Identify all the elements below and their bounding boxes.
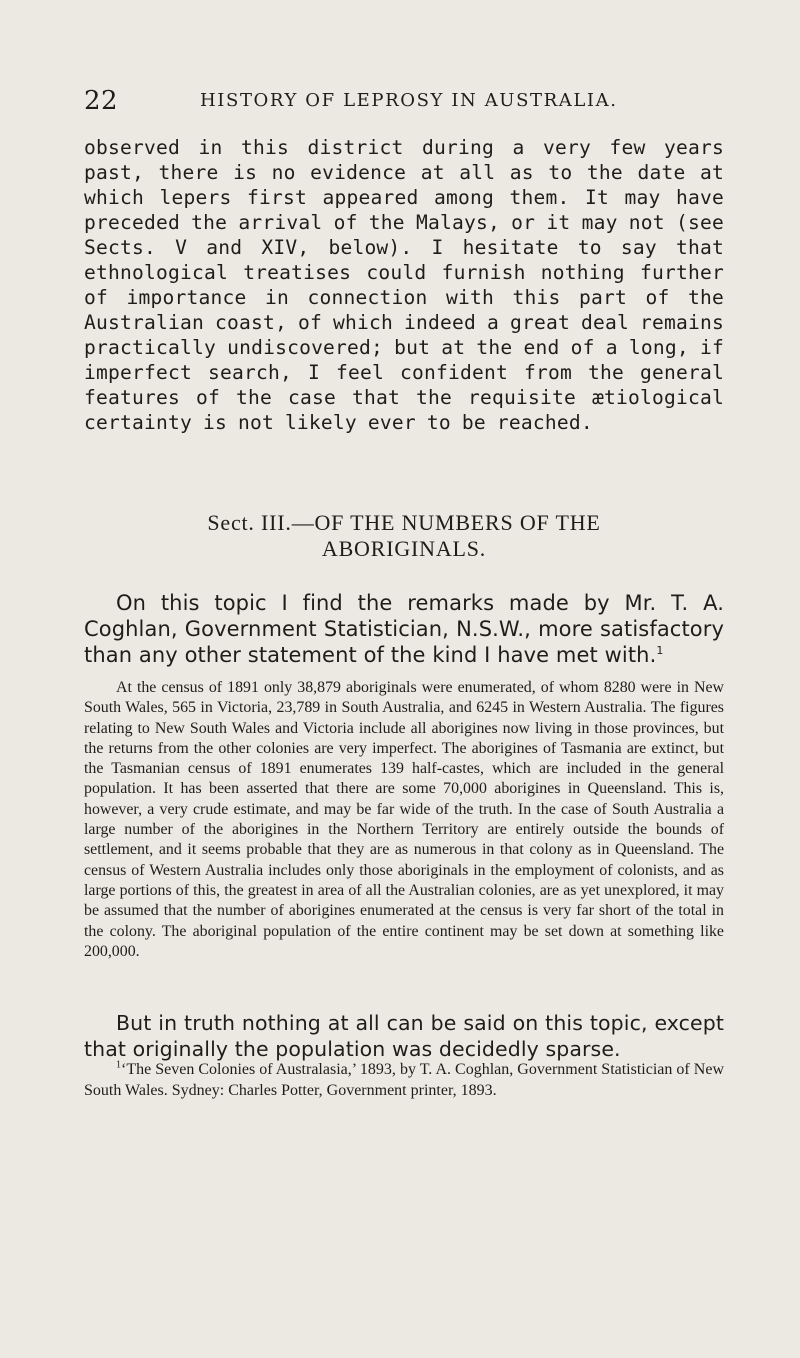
footnote-mark: 1 — [116, 1059, 121, 1071]
running-head — [84, 86, 724, 116]
section-heading-line-1: Sect. III.—OF THE NUMBERS OF THE — [207, 510, 601, 535]
body-paragraph-1: observed in this district during a very few years past, there is no evidence at all as to the date at which lepers first appeared among them. It may have preceded the arrival of the Malays, or it may not (see Sects. V and XIV, below). I hesitate to say that ethnological treatises could furnish nothing further of importance in connection with this part of the Australian coast, of which indeed a great deal remains practically undiscovered; but at the end of a long, if imperfect search, I feel confident from the general features of the case that the requisite ætiological certainty is not likely ever to be reached. — [84, 136, 724, 434]
running-title: HISTORY OF LEPROSY IN AUSTRALIA. — [200, 90, 618, 111]
footnote-reference: 1 — [656, 644, 664, 657]
body-paragraph-2 — [84, 590, 724, 668]
footnote — [84, 1060, 724, 1101]
section-heading — [84, 510, 724, 562]
body-paragraph-3: But in truth nothing at all can be said on this topic, except that originally the population was decidedly sparse. — [84, 1011, 724, 1061]
quoted-census-paragraph: At the census of 1891 only 38,879 aboriginals were enumerated, of whom 8280 were in New South Wales, 565 in Victoria, 23,789 in South Australia, and 6245 in Western Australia. The figures relating to New South Wales and Victoria include all aborigines now living in those provinces, but the returns from the other colonies are very imperfect. The aborigines of Tasmania are extinct, but the Tasmanian census of 1891 enumerates 139 half-castes, which are included in the general population. It has been asserted that there are some 70,000 aborigines in Queensland. This is, however, a very crude estimate, and may be far wide of the truth. In the case of South Australia a large number of the aborigines in the Northern Territory are entirely outside the bounds of settlement, and it seems probable that they are as numerous in that colony as in Queensland. The census of Western Australia includes only those aboriginals in the employment of colonists, and as large portions of this, the greatest in area of all the Australian colonies, are as yet unexplored, it may be assumed that the number of aborigines enumerated at the census is very far short of the total in the colony. The aboriginal population of the entire continent may be set down at something like 200,000. — [84, 679, 724, 960]
section-heading-line-2: ABORIGINALS. — [321, 536, 487, 561]
page-number: 22 — [84, 86, 119, 116]
footnote-text: ‘The Seven Colonies of Australasia,’ 1893, by T. A. Coghlan, Government Statistician of New South Wales. Sydney: Charles Potter, Government printer, 1893. — [84, 1061, 724, 1099]
body-paragraph-2-text: On this topic I find the remarks made by Mr. T. A. Coghlan, Government Statistician, N.S.W., more satisfactory than any other statement of the kind I have met with. — [84, 591, 724, 667]
